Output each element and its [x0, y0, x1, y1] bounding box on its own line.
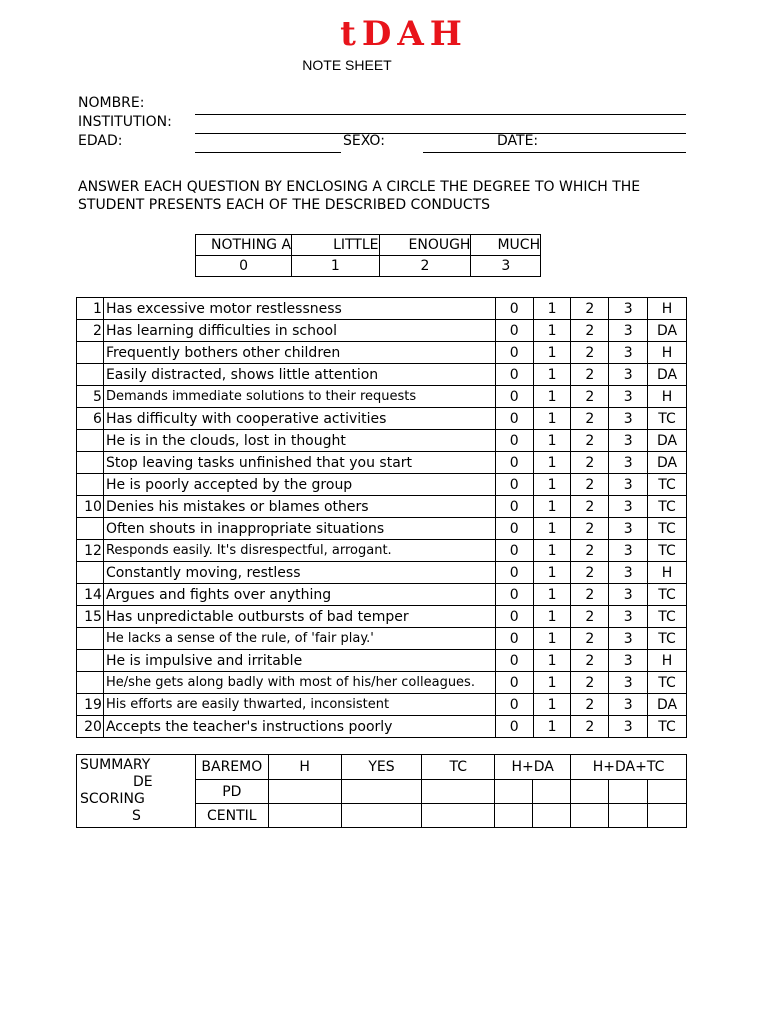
- answer-option-1[interactable]: 1: [533, 430, 571, 452]
- question-row: [77, 562, 687, 584]
- answer-option-2[interactable]: 2: [571, 540, 609, 562]
- question-text: Easily distracted, shows little attention: [103, 364, 495, 386]
- category-code: TC: [648, 716, 687, 738]
- answer-option-1[interactable]: 1: [533, 408, 571, 430]
- answer-option-3[interactable]: 3: [609, 430, 648, 452]
- answer-option-3[interactable]: 3: [609, 584, 648, 606]
- question-text: Has excessive motor restlessness: [103, 298, 495, 320]
- category-code: DA: [648, 364, 687, 386]
- centil-h-da-tc-cell-c[interactable]: [647, 804, 686, 828]
- answer-option-3[interactable]: 3: [609, 342, 648, 364]
- answer-option-0[interactable]: 0: [495, 650, 533, 672]
- summary-col-h-da: H+DA: [495, 755, 571, 780]
- question-number: 20: [77, 716, 104, 738]
- question-number: 5: [77, 386, 104, 408]
- answer-option-1[interactable]: 1: [533, 364, 571, 386]
- answer-option-0[interactable]: 0: [495, 716, 533, 738]
- question-number: 1: [77, 298, 104, 320]
- question-number: [77, 628, 104, 650]
- answer-option-1[interactable]: 1: [533, 606, 571, 628]
- category-code: TC: [648, 474, 687, 496]
- question-number: [77, 452, 104, 474]
- question-row: [77, 342, 687, 364]
- question-row: [77, 628, 687, 650]
- question-text: Often shouts in inappropriate situations: [103, 518, 495, 540]
- question-row: [77, 408, 687, 430]
- question-text: Has difficulty with cooperative activities: [103, 408, 495, 430]
- question-text: Accepts the teacher's instructions poorly: [103, 716, 495, 738]
- centil-h-cell[interactable]: [268, 804, 341, 828]
- answer-option-0[interactable]: 0: [495, 562, 533, 584]
- centil-h-da-tc-cell-b[interactable]: [609, 804, 648, 828]
- category-code: DA: [648, 430, 687, 452]
- category-code: TC: [648, 606, 687, 628]
- answer-option-1[interactable]: 1: [533, 298, 571, 320]
- question-number: 10: [77, 496, 104, 518]
- question-text: His efforts are easily thwarted, inconsistent: [103, 694, 495, 716]
- category-code: TC: [648, 518, 687, 540]
- answer-option-2[interactable]: 2: [571, 496, 609, 518]
- answer-option-2[interactable]: 2: [571, 364, 609, 386]
- answer-option-1[interactable]: 1: [533, 496, 571, 518]
- answer-option-2[interactable]: 2: [571, 606, 609, 628]
- answer-option-2[interactable]: 2: [571, 430, 609, 452]
- baremo-header: BAREMO: [195, 755, 268, 780]
- question-row: [77, 540, 687, 562]
- question-number: 19: [77, 694, 104, 716]
- questions-table: [76, 297, 687, 738]
- answer-option-3[interactable]: 3: [609, 452, 648, 474]
- answer-option-0[interactable]: 0: [495, 672, 533, 694]
- question-text: He is in the clouds, lost in thought: [103, 430, 495, 452]
- sexo-label: SEXO:: [343, 133, 385, 149]
- category-code: H: [648, 386, 687, 408]
- scale-label-1: LITTLE: [292, 235, 379, 256]
- answer-option-0[interactable]: 0: [495, 518, 533, 540]
- summary-label-line-3: S: [132, 808, 141, 824]
- question-row: [77, 430, 687, 452]
- answer-option-2[interactable]: 2: [571, 298, 609, 320]
- instructions: ANSWER EACH QUESTION BY ENCLOSING A CIRCLE THE DEGREE TO WHICH THE STUDENT PRESENTS EACH OF THE DESCRIBED CONDUCTS: [78, 179, 641, 213]
- pd-h-da-tc-cell-c[interactable]: [647, 780, 686, 804]
- question-row: [77, 584, 687, 606]
- category-code: TC: [648, 672, 687, 694]
- question-text: Stop leaving tasks unfinished that you start: [103, 452, 495, 474]
- summary-col-h-da-tc: H+DA+TC: [571, 755, 687, 780]
- answer-option-3[interactable]: 3: [609, 298, 648, 320]
- category-code: TC: [648, 540, 687, 562]
- answer-option-3[interactable]: 3: [609, 650, 648, 672]
- question-number: [77, 430, 104, 452]
- answer-option-3[interactable]: 3: [609, 672, 648, 694]
- answer-option-2[interactable]: 2: [571, 584, 609, 606]
- answer-option-2[interactable]: 2: [571, 408, 609, 430]
- answer-option-2[interactable]: 2: [571, 628, 609, 650]
- question-row: [77, 298, 687, 320]
- category-code: TC: [648, 496, 687, 518]
- answer-option-0[interactable]: 0: [495, 474, 533, 496]
- question-text: Argues and fights over anything: [103, 584, 495, 606]
- question-text: Denies his mistakes or blames others: [103, 496, 495, 518]
- answer-option-1[interactable]: 1: [533, 628, 571, 650]
- answer-option-3[interactable]: 3: [609, 496, 648, 518]
- question-row: [77, 672, 687, 694]
- scale-value-3: 3: [471, 256, 541, 277]
- answer-option-2[interactable]: 2: [571, 386, 609, 408]
- question-text: Demands immediate solutions to their requests: [103, 386, 495, 408]
- question-row: [77, 694, 687, 716]
- question-text: He/she gets along badly with most of his/her colleagues.: [103, 672, 495, 694]
- answer-option-0[interactable]: 0: [495, 584, 533, 606]
- scale-table: [195, 234, 541, 277]
- summary-col-tc: TC: [422, 755, 495, 780]
- answer-option-2[interactable]: 2: [571, 518, 609, 540]
- category-code: TC: [648, 408, 687, 430]
- answer-option-2[interactable]: 2: [571, 672, 609, 694]
- scale-value-1: 1: [292, 256, 379, 277]
- answer-option-0[interactable]: 0: [495, 408, 533, 430]
- answer-option-3[interactable]: 3: [609, 320, 648, 342]
- pd-h-da-tc-cell-a[interactable]: [571, 780, 609, 804]
- centil-tc-cell[interactable]: [422, 804, 495, 828]
- answer-option-3[interactable]: 3: [609, 540, 648, 562]
- date-label: DATE:: [497, 133, 539, 149]
- category-code: TC: [648, 628, 687, 650]
- answer-option-2[interactable]: 2: [571, 562, 609, 584]
- institution-field[interactable]: [195, 133, 686, 134]
- answer-option-0[interactable]: 0: [495, 606, 533, 628]
- answer-option-3[interactable]: 3: [609, 694, 648, 716]
- answer-option-2[interactable]: 2: [571, 320, 609, 342]
- question-row: [77, 452, 687, 474]
- answer-option-0[interactable]: 0: [495, 452, 533, 474]
- edad-field[interactable]: [195, 152, 341, 153]
- centil-h-da-cell-b[interactable]: [533, 804, 571, 828]
- question-number: [77, 672, 104, 694]
- answer-option-0[interactable]: 0: [495, 364, 533, 386]
- sexo-date-field[interactable]: [423, 152, 686, 153]
- answer-option-0[interactable]: 0: [495, 430, 533, 452]
- answer-option-0[interactable]: 0: [495, 694, 533, 716]
- question-row: [77, 474, 687, 496]
- answer-option-3[interactable]: 3: [609, 474, 648, 496]
- scale-label-2: ENOUGH: [379, 235, 471, 256]
- summary-label-line-0: SUMMARY: [80, 757, 151, 773]
- centil-yes-cell[interactable]: [341, 804, 422, 828]
- institution-label: INSTITUTION:: [78, 114, 172, 130]
- summary-col-h: H: [268, 755, 341, 780]
- question-number: [77, 342, 104, 364]
- scale-value-0: 0: [196, 256, 292, 277]
- answer-option-2[interactable]: 2: [571, 650, 609, 672]
- question-number: [77, 650, 104, 672]
- answer-option-3[interactable]: 3: [609, 628, 648, 650]
- answer-option-1[interactable]: 1: [533, 540, 571, 562]
- question-text: He is poorly accepted by the group: [103, 474, 495, 496]
- pd-h-da-cell-a[interactable]: [495, 780, 533, 804]
- scale-label-0: NOTHING A: [196, 235, 292, 256]
- answer-option-1[interactable]: 1: [533, 452, 571, 474]
- question-number: 15: [77, 606, 104, 628]
- question-text: Has learning difficulties in school: [103, 320, 495, 342]
- question-row: [77, 386, 687, 408]
- answer-option-1[interactable]: 1: [533, 342, 571, 364]
- question-number: [77, 518, 104, 540]
- category-code: DA: [648, 452, 687, 474]
- question-text: He is impulsive and irritable: [103, 650, 495, 672]
- centil-h-da-tc-cell-a[interactable]: [571, 804, 609, 828]
- question-number: 12: [77, 540, 104, 562]
- edad-label: EDAD:: [78, 133, 123, 149]
- answer-option-1[interactable]: 1: [533, 650, 571, 672]
- question-text: Frequently bothers other children: [103, 342, 495, 364]
- question-row: [77, 518, 687, 540]
- question-text: Constantly moving, restless: [103, 562, 495, 584]
- question-text: Responds easily. It's disrespectful, arrogant.: [103, 540, 495, 562]
- pd-h-da-cell-b[interactable]: [533, 780, 571, 804]
- answer-option-2[interactable]: 2: [571, 694, 609, 716]
- answer-option-0[interactable]: 0: [495, 298, 533, 320]
- page-title: tDAH: [340, 14, 468, 54]
- answer-option-2[interactable]: 2: [571, 474, 609, 496]
- question-row: [77, 496, 687, 518]
- answer-option-1[interactable]: 1: [533, 474, 571, 496]
- page-subtitle: NOTE SHEET: [302, 57, 392, 73]
- answer-option-2[interactable]: 2: [571, 342, 609, 364]
- question-text: Has unpredictable outbursts of bad temper: [103, 606, 495, 628]
- category-code: H: [648, 298, 687, 320]
- summary-table: [76, 754, 687, 828]
- answer-option-0[interactable]: 0: [495, 628, 533, 650]
- question-row: [77, 650, 687, 672]
- pd-h-da-tc-cell-b[interactable]: [609, 780, 648, 804]
- answer-option-0[interactable]: 0: [495, 540, 533, 562]
- pd-label: PD: [195, 780, 268, 804]
- answer-option-1[interactable]: 1: [533, 584, 571, 606]
- answer-option-1[interactable]: 1: [533, 518, 571, 540]
- answer-option-0[interactable]: 0: [495, 386, 533, 408]
- scale-value-2: 2: [379, 256, 471, 277]
- question-row: [77, 606, 687, 628]
- category-code: DA: [648, 694, 687, 716]
- answer-option-0[interactable]: 0: [495, 342, 533, 364]
- answer-option-0[interactable]: 0: [495, 496, 533, 518]
- question-number: [77, 364, 104, 386]
- category-code: H: [648, 562, 687, 584]
- answer-option-3[interactable]: 3: [609, 606, 648, 628]
- answer-option-1[interactable]: 1: [533, 716, 571, 738]
- question-number: [77, 562, 104, 584]
- answer-option-0[interactable]: 0: [495, 320, 533, 342]
- answer-option-3[interactable]: 3: [609, 386, 648, 408]
- answer-option-2[interactable]: 2: [571, 716, 609, 738]
- question-number: 2: [77, 320, 104, 342]
- pd-tc-cell[interactable]: [422, 780, 495, 804]
- answer-option-3[interactable]: 3: [609, 364, 648, 386]
- answer-option-2[interactable]: 2: [571, 452, 609, 474]
- question-number: 6: [77, 408, 104, 430]
- category-code: DA: [648, 320, 687, 342]
- summary-label-line-2: SCORING: [80, 791, 145, 807]
- question-text: He lacks a sense of the rule, of 'fair play.': [103, 628, 495, 650]
- nombre-field[interactable]: [195, 114, 686, 115]
- answer-option-1[interactable]: 1: [533, 694, 571, 716]
- pd-h-cell[interactable]: [268, 780, 341, 804]
- category-code: TC: [648, 584, 687, 606]
- answer-option-1[interactable]: 1: [533, 562, 571, 584]
- question-row: [77, 320, 687, 342]
- centil-h-da-cell-a[interactable]: [495, 804, 533, 828]
- pd-yes-cell[interactable]: [341, 780, 422, 804]
- category-code: H: [648, 650, 687, 672]
- question-number: 14: [77, 584, 104, 606]
- answer-option-1[interactable]: 1: [533, 672, 571, 694]
- summary-label: [77, 755, 196, 828]
- answer-option-1[interactable]: 1: [533, 386, 571, 408]
- question-number: [77, 474, 104, 496]
- category-code: H: [648, 342, 687, 364]
- summary-col-yes: YES: [341, 755, 422, 780]
- summary-label-line-1: DE: [133, 774, 153, 790]
- question-row: [77, 364, 687, 386]
- answer-option-3[interactable]: 3: [609, 716, 648, 738]
- answer-option-3[interactable]: 3: [609, 518, 648, 540]
- answer-option-3[interactable]: 3: [609, 408, 648, 430]
- question-row: [77, 716, 687, 738]
- answer-option-3[interactable]: 3: [609, 562, 648, 584]
- scale-label-3: MUCH: [471, 235, 541, 256]
- centil-label: CENTIL: [195, 804, 268, 828]
- answer-option-1[interactable]: 1: [533, 320, 571, 342]
- nombre-label: NOMBRE:: [78, 95, 145, 111]
